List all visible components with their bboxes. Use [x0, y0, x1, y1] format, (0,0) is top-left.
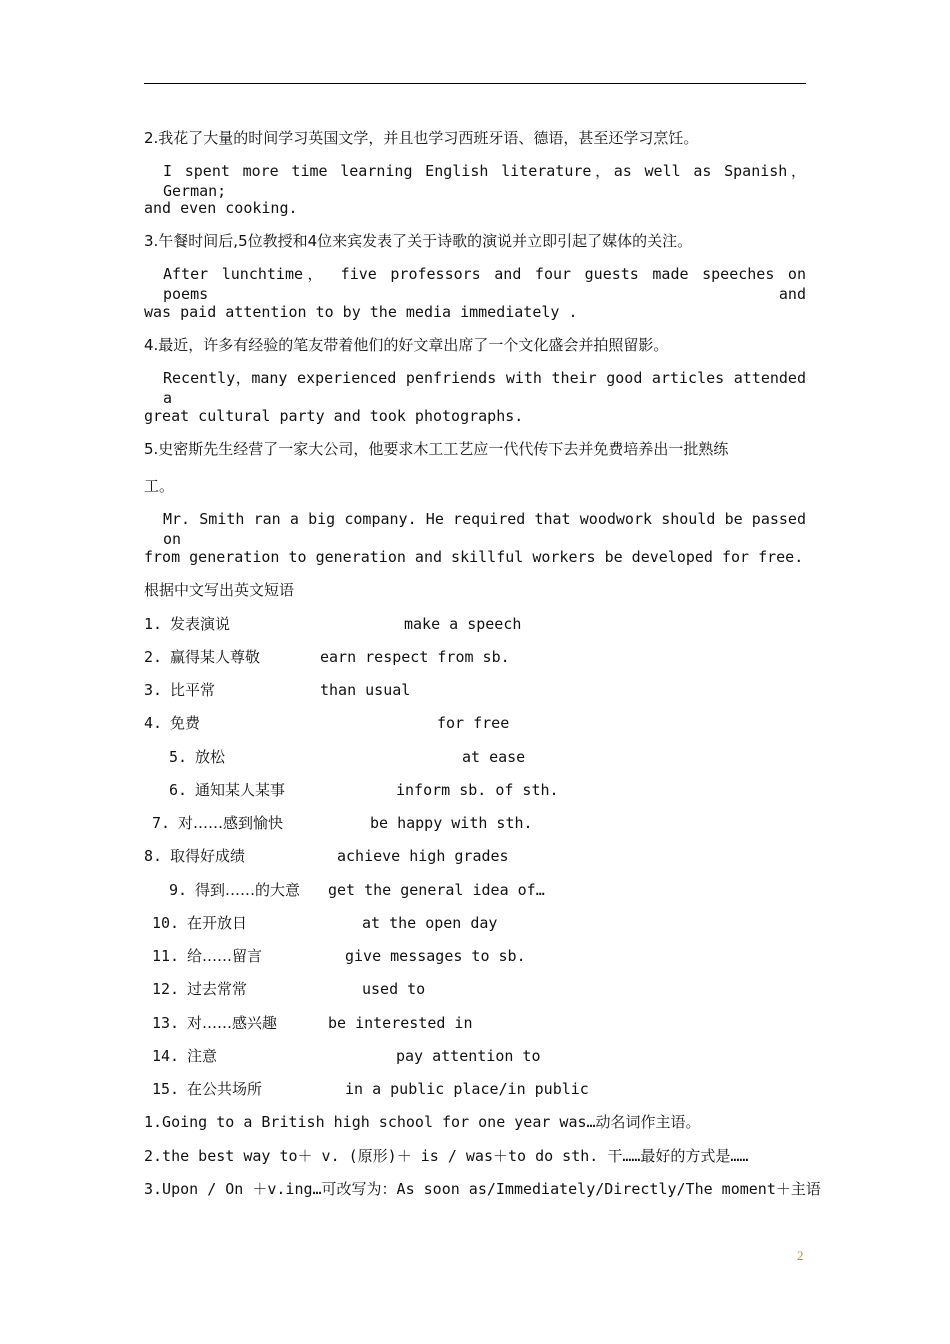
sentence-2-english-line1: I spent more time learning English literature，as well as Spanish，German;: [163, 162, 806, 200]
phrase-chinese: 放松: [195, 748, 226, 766]
sentence-5-chinese-line2: 工。: [144, 477, 175, 495]
grammar-note-2: 2.the best way to＋ v. (原形)＋ is / was＋to do sth. 干……最好的方式是……: [144, 1147, 749, 1165]
phrase-chinese: 得到……的大意: [195, 881, 301, 899]
phrase-chinese: 取得好成绩: [170, 847, 246, 865]
phrase-number: 6.: [169, 781, 188, 799]
phrase-english: in a public place/in public: [345, 1080, 589, 1098]
sentence-2-english-line2: and even cooking.: [144, 199, 298, 217]
sentence-4-english-line2: great cultural party and took photographs.: [144, 407, 524, 425]
phrase-chinese: 在开放日: [187, 914, 248, 932]
phrase-number: 1.: [144, 615, 163, 633]
sentence-4-english-line1: Recently，many experienced penfriends with their good articles attended a: [163, 369, 806, 407]
phrase-number: 15.: [152, 1080, 180, 1098]
grammar-note-3: 3.Upon / On ＋v.ing…可改写为：As soon as/Immediately/Directly/The moment＋主语: [144, 1180, 821, 1198]
phrase-number: 7.: [152, 814, 171, 832]
phrase-number: 10.: [152, 914, 180, 932]
phrase-number: 14.: [152, 1047, 180, 1065]
sentence-5-chinese-line1: 5.史密斯先生经营了一家大公司，他要求木工工艺应一代代传下去并免费培养出一批熟练: [144, 440, 729, 458]
phrase-english: at the open day: [362, 914, 498, 932]
phrase-chinese: 发表演说: [170, 615, 231, 633]
phrase-chinese: 在公共场所: [187, 1080, 263, 1098]
phrase-number: 3.: [144, 681, 163, 699]
phrase-english: achieve high grades: [337, 847, 509, 865]
phrase-chinese: 对……感到愉快: [178, 814, 284, 832]
sentence-5-english-line2: from generation to generation and skillful workers be developed for free.: [144, 548, 804, 566]
phrase-english: than usual: [320, 681, 411, 699]
phrase-english: for free: [437, 714, 510, 732]
phrase-english: be happy with sth.: [370, 814, 533, 832]
phrase-english: give messages to sb.: [345, 947, 526, 965]
phrase-number: 11.: [152, 947, 180, 965]
sentence-3-chinese: 3.午餐时间后,5位教授和4位来宾发表了关于诗歌的演说并立即引起了媒体的关注。: [144, 232, 693, 250]
phrase-number: 4.: [144, 714, 163, 732]
phrase-number: 5.: [169, 748, 188, 766]
sentence-3-english-line2: was paid attention to by the media immediately .: [144, 303, 578, 321]
phrase-number: 2.: [144, 648, 163, 666]
phrase-english: at ease: [462, 748, 526, 766]
sentence-5-english-line1: Mr. Smith ran a big company. He required that woodwork should be passed on: [163, 510, 806, 548]
phrase-english: inform sb. of sth.: [396, 781, 559, 799]
phrase-english: earn respect from sb.: [320, 648, 510, 666]
phrase-chinese: 免费: [170, 714, 201, 732]
phrase-english: be interested in: [328, 1014, 473, 1032]
phrase-chinese: 通知某人某事: [195, 781, 286, 799]
phrase-chinese: 过去常常: [187, 980, 248, 998]
grammar-note-1: 1.Going to a British high school for one year was…动名词作主语。: [144, 1113, 701, 1131]
header-rule: [144, 83, 806, 84]
page-number: 2: [797, 1248, 804, 1263]
phrase-number: 8.: [144, 847, 163, 865]
phrase-chinese: 注意: [187, 1047, 218, 1065]
phrase-number: 12.: [152, 980, 180, 998]
phrase-number: 13.: [152, 1014, 180, 1032]
phrase-chinese: 给……留言: [187, 947, 263, 965]
phrase-english: make a speech: [404, 615, 522, 633]
phrase-number: 9.: [169, 881, 188, 899]
phrases-heading: 根据中文写出英文短语: [144, 581, 295, 599]
phrase-english: used to: [362, 980, 426, 998]
phrase-chinese: 赢得某人尊敬: [170, 648, 261, 666]
phrase-chinese: 对……感兴趣: [187, 1014, 278, 1032]
phrase-english: pay attention to: [396, 1047, 541, 1065]
phrase-chinese: 比平常: [170, 681, 216, 699]
phrase-english: get the general idea of…: [328, 881, 545, 899]
sentence-3-english-line1: After lunchtime， five professors and four guests made speeches on poems and: [163, 265, 806, 303]
sentence-4-chinese: 4.最近，许多有经验的笔友带着他们的好文章出席了一个文化盛会并拍照留影。: [144, 336, 669, 354]
sentence-2-chinese: 2.我花了大量的时间学习英国文学，并且也学习西班牙语、德语，甚至还学习烹饪。: [144, 129, 699, 147]
